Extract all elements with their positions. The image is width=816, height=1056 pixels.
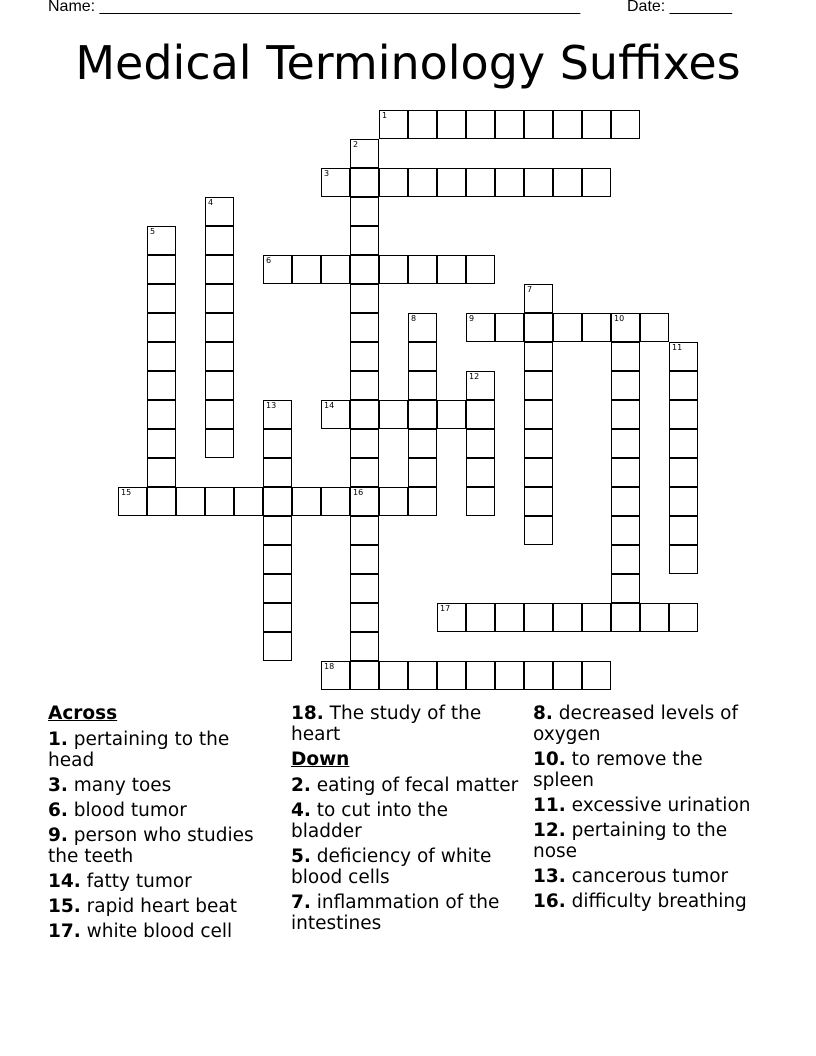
grid-cell[interactable] — [669, 545, 698, 574]
clue-item — [48, 871, 278, 892]
grid-cell[interactable] — [611, 516, 640, 545]
grid-cell[interactable] — [379, 110, 408, 139]
clue-number-label: 9. — [48, 825, 68, 846]
clue-text: fatty tumor — [80, 871, 192, 892]
grid-cell[interactable] — [553, 110, 582, 139]
grid-cell[interactable] — [263, 429, 292, 458]
name-line: Name: ______________________________________________________ — [48, 0, 581, 15]
clue-number: 16 — [353, 488, 364, 497]
clues-column-1 — [48, 703, 278, 946]
clue-item — [291, 703, 521, 745]
grid-cell[interactable] — [350, 545, 379, 574]
grid-cell[interactable] — [408, 400, 437, 429]
grid-cell[interactable] — [524, 342, 553, 371]
clue-item — [48, 800, 278, 821]
clue-number: 2 — [353, 140, 359, 149]
grid-cell[interactable] — [234, 487, 263, 516]
grid-cell[interactable] — [263, 458, 292, 487]
grid-cell[interactable] — [321, 400, 350, 429]
grid-cell[interactable] — [466, 400, 495, 429]
grid-cell[interactable] — [582, 110, 611, 139]
grid-cell[interactable] — [611, 487, 640, 516]
grid-cell[interactable] — [205, 429, 234, 458]
grid-cell[interactable] — [147, 313, 176, 342]
grid-cell[interactable] — [524, 168, 553, 197]
page-title: Medical Terminology Suffixes — [75, 36, 741, 90]
grid-cell[interactable] — [466, 255, 495, 284]
grid-cell[interactable] — [205, 313, 234, 342]
grid-cell[interactable] — [147, 371, 176, 400]
clue-number: 18 — [324, 662, 335, 671]
grid-cell[interactable] — [669, 400, 698, 429]
grid-cell[interactable] — [263, 400, 292, 429]
grid-cell[interactable] — [495, 661, 524, 690]
grid-cell[interactable] — [350, 400, 379, 429]
clue-number: 12 — [469, 372, 480, 381]
clue-number-label: 17. — [48, 921, 81, 942]
grid-cell[interactable] — [524, 313, 553, 342]
clue-text: The study of the heart — [291, 703, 482, 745]
grid-cell[interactable] — [669, 516, 698, 545]
grid-cell[interactable] — [466, 110, 495, 139]
clue-text: pertaining to the head — [48, 729, 230, 771]
clue-text: to cut into the bladder — [291, 800, 448, 842]
grid-cell[interactable] — [611, 371, 640, 400]
grid-cell[interactable] — [524, 110, 553, 139]
grid-cell[interactable] — [466, 168, 495, 197]
clue-text: difficulty breathing — [565, 891, 747, 912]
clue-number-label: 14. — [48, 871, 81, 892]
clue-item — [533, 820, 763, 862]
grid-cell[interactable] — [611, 458, 640, 487]
grid-cell[interactable] — [466, 487, 495, 516]
across-heading: Across — [48, 703, 118, 724]
grid-cell[interactable] — [408, 255, 437, 284]
clue-item — [48, 775, 278, 796]
clue-number-label: 16. — [533, 891, 566, 912]
clue-number-label: 11. — [533, 795, 566, 816]
grid-cell[interactable] — [669, 458, 698, 487]
grid-cell[interactable] — [524, 603, 553, 632]
grid-cell[interactable] — [263, 487, 292, 516]
grid-cell[interactable] — [205, 197, 234, 226]
grid-cell[interactable] — [669, 342, 698, 371]
grid-cell[interactable] — [611, 342, 640, 371]
grid-cell[interactable] — [524, 371, 553, 400]
grid-cell[interactable] — [350, 603, 379, 632]
grid-cell[interactable] — [466, 429, 495, 458]
grid-cell[interactable] — [495, 603, 524, 632]
clue-number-label: 13. — [533, 866, 566, 887]
clue-text: excessive urination — [565, 795, 751, 816]
clue-number-label: 7. — [291, 892, 311, 913]
clue-item — [533, 749, 763, 791]
grid-cell[interactable] — [466, 313, 495, 342]
grid-cell[interactable] — [350, 168, 379, 197]
clue-number: 6 — [266, 256, 272, 265]
grid-cell[interactable] — [350, 284, 379, 313]
clue-text: cancerous tumor — [565, 866, 729, 887]
grid-cell[interactable] — [321, 661, 350, 690]
grid-cell[interactable] — [582, 168, 611, 197]
clue-number-label: 3. — [48, 775, 68, 796]
grid-cell[interactable] — [321, 168, 350, 197]
clue-item — [291, 846, 521, 888]
grid-cell[interactable] — [263, 516, 292, 545]
grid-cell[interactable] — [611, 313, 640, 342]
grid-cell[interactable] — [640, 313, 669, 342]
clue-item — [291, 800, 521, 842]
grid-cell[interactable] — [350, 661, 379, 690]
grid-cell[interactable] — [669, 487, 698, 516]
grid-cell[interactable] — [495, 168, 524, 197]
grid-cell[interactable] — [292, 255, 321, 284]
clue-number: 7 — [527, 285, 533, 294]
grid-cell[interactable] — [611, 545, 640, 574]
grid-cell[interactable] — [582, 661, 611, 690]
grid-cell[interactable] — [437, 110, 466, 139]
grid-cell[interactable] — [553, 168, 582, 197]
grid-cell[interactable] — [147, 487, 176, 516]
grid-cell[interactable] — [524, 661, 553, 690]
grid-cell[interactable] — [205, 342, 234, 371]
grid-cell[interactable] — [640, 603, 669, 632]
grid-cell[interactable] — [582, 603, 611, 632]
grid-cell[interactable] — [379, 661, 408, 690]
clue-number-label: 6. — [48, 800, 68, 821]
grid-cell[interactable] — [350, 632, 379, 661]
clue-text: inflammation of the intestines — [291, 892, 500, 934]
grid-cell[interactable] — [553, 661, 582, 690]
grid-cell[interactable] — [466, 458, 495, 487]
grid-cell[interactable] — [350, 313, 379, 342]
grid-cell[interactable] — [611, 429, 640, 458]
grid-cell[interactable] — [350, 487, 379, 516]
clue-item — [48, 896, 278, 917]
clue-text: decreased levels of oxygen — [533, 703, 738, 745]
clue-number: 14 — [324, 401, 335, 410]
grid-cell[interactable] — [524, 400, 553, 429]
clue-number: 1 — [382, 111, 388, 120]
grid-cell[interactable] — [437, 661, 466, 690]
clue-number-label: 5. — [291, 846, 311, 867]
clue-item — [291, 775, 521, 796]
clue-number: 5 — [150, 227, 156, 236]
grid-cell[interactable] — [205, 226, 234, 255]
clue-item — [291, 892, 521, 934]
grid-cell[interactable] — [408, 458, 437, 487]
clue-number-label: 4. — [291, 800, 311, 821]
grid-cell[interactable] — [147, 226, 176, 255]
grid-cell[interactable] — [379, 168, 408, 197]
clue-text: deficiency of white blood cells — [291, 846, 492, 888]
grid-cell[interactable] — [379, 255, 408, 284]
clue-number-label: 10. — [533, 749, 566, 770]
clue-text: person who studies the teeth — [48, 825, 254, 867]
grid-cell[interactable] — [321, 255, 350, 284]
grid-cell[interactable] — [350, 516, 379, 545]
clue-number: 8 — [411, 314, 417, 323]
grid-cell[interactable] — [147, 342, 176, 371]
date-line: Date: _______ — [627, 0, 732, 15]
down-heading: Down — [291, 749, 350, 770]
grid-cell[interactable] — [350, 342, 379, 371]
grid-cell[interactable] — [350, 255, 379, 284]
grid-cell[interactable] — [263, 632, 292, 661]
grid-cell[interactable] — [147, 429, 176, 458]
grid-cell[interactable] — [611, 110, 640, 139]
grid-cell[interactable] — [408, 313, 437, 342]
grid-cell[interactable] — [553, 313, 582, 342]
grid-cell[interactable] — [408, 371, 437, 400]
grid-cell[interactable] — [408, 661, 437, 690]
clue-number-label: 1. — [48, 729, 68, 750]
clues-column-2 — [291, 703, 521, 938]
clue-number-label: 8. — [533, 703, 553, 724]
grid-cell[interactable] — [669, 603, 698, 632]
clue-number: 9 — [469, 314, 475, 323]
clue-number: 15 — [121, 488, 132, 497]
grid-cell[interactable] — [466, 603, 495, 632]
clue-number: 4 — [208, 198, 214, 207]
grid-cell[interactable] — [437, 603, 466, 632]
clue-item — [48, 729, 278, 771]
grid-cell[interactable] — [553, 603, 582, 632]
grid-cell[interactable] — [147, 284, 176, 313]
grid-cell[interactable] — [408, 110, 437, 139]
grid-cell[interactable] — [350, 197, 379, 226]
clue-number-label: 15. — [48, 896, 81, 917]
grid-cell[interactable] — [611, 603, 640, 632]
clue-text: rapid heart beat — [80, 896, 238, 917]
clue-text: eating of fecal matter — [310, 775, 519, 796]
grid-cell[interactable] — [350, 226, 379, 255]
grid-cell[interactable] — [205, 487, 234, 516]
grid-cell[interactable] — [321, 487, 350, 516]
grid-cell[interactable] — [205, 400, 234, 429]
clue-text: white blood cell — [80, 921, 233, 942]
grid-cell[interactable] — [669, 429, 698, 458]
clue-item — [48, 921, 278, 942]
grid-cell[interactable] — [466, 661, 495, 690]
clue-item — [533, 703, 763, 745]
grid-cell[interactable] — [437, 255, 466, 284]
clue-text: many toes — [67, 775, 172, 796]
grid-cell[interactable] — [524, 487, 553, 516]
clue-item — [48, 825, 278, 867]
grid-cell[interactable] — [147, 400, 176, 429]
grid-cell[interactable] — [437, 168, 466, 197]
grid-cell[interactable] — [495, 313, 524, 342]
clue-text: pertaining to the nose — [533, 820, 728, 862]
clue-number-label: 12. — [533, 820, 566, 841]
grid-cell[interactable] — [147, 255, 176, 284]
grid-cell[interactable] — [524, 458, 553, 487]
grid-cell[interactable] — [408, 429, 437, 458]
grid-cell[interactable] — [176, 487, 205, 516]
grid-cell[interactable] — [350, 139, 379, 168]
clues-column-3 — [533, 703, 763, 916]
grid-cell[interactable] — [669, 371, 698, 400]
clue-item — [533, 795, 763, 816]
clue-number: 11 — [672, 343, 683, 352]
grid-cell[interactable] — [205, 284, 234, 313]
grid-cell[interactable] — [437, 400, 466, 429]
clue-number-label: 18. — [291, 703, 324, 724]
clue-text: to remove the spleen — [533, 749, 703, 791]
grid-cell[interactable] — [379, 400, 408, 429]
clue-number: 10 — [614, 314, 625, 323]
grid-cell[interactable] — [147, 458, 176, 487]
clue-text: blood tumor — [67, 800, 187, 821]
clue-number: 3 — [324, 169, 330, 178]
grid-cell[interactable] — [379, 487, 408, 516]
grid-cell[interactable] — [350, 458, 379, 487]
grid-cell[interactable] — [582, 313, 611, 342]
grid-cell[interactable] — [408, 487, 437, 516]
grid-cell[interactable] — [611, 400, 640, 429]
clue-number-label: 2. — [291, 775, 311, 796]
grid-cell[interactable] — [408, 168, 437, 197]
grid-cell[interactable] — [408, 342, 437, 371]
grid-cell[interactable] — [495, 110, 524, 139]
grid-cell[interactable] — [205, 255, 234, 284]
grid-cell[interactable] — [350, 574, 379, 603]
grid-cell[interactable] — [611, 574, 640, 603]
clue-number: 17 — [440, 604, 451, 613]
grid-cell[interactable] — [263, 603, 292, 632]
grid-cell[interactable] — [292, 487, 321, 516]
grid-cell[interactable] — [118, 487, 147, 516]
grid-cell[interactable] — [466, 371, 495, 400]
clue-item — [533, 891, 763, 912]
grid-cell[interactable] — [263, 255, 292, 284]
grid-cell[interactable] — [524, 516, 553, 545]
grid-cell[interactable] — [524, 284, 553, 313]
grid-cell[interactable] — [205, 371, 234, 400]
grid-cell[interactable] — [524, 429, 553, 458]
grid-cell[interactable] — [350, 371, 379, 400]
grid-cell[interactable] — [263, 574, 292, 603]
grid-cell[interactable] — [350, 429, 379, 458]
clue-item — [533, 866, 763, 887]
grid-cell[interactable] — [263, 545, 292, 574]
clue-number: 13 — [266, 401, 277, 410]
